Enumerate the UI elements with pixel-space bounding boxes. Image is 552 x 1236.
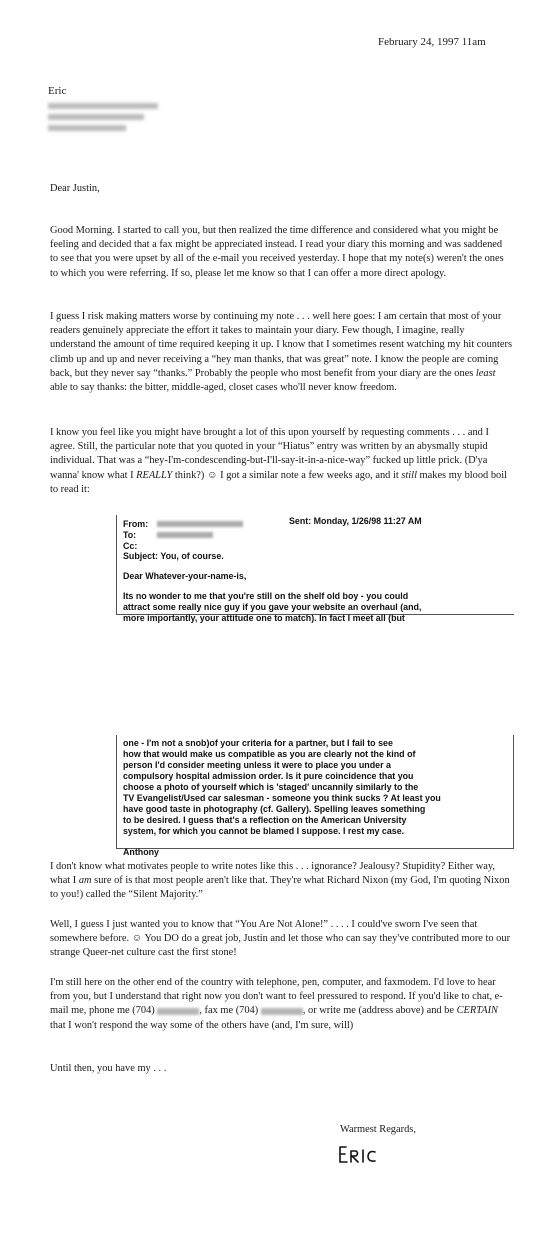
- redacted-from-address: [157, 521, 243, 527]
- paragraph-2-text: [50, 310, 512, 395]
- email-cc-label: Cc:: [123, 540, 138, 551]
- email-signoff: Anthony: [123, 847, 159, 857]
- p2-part-c: able to say thanks: the bitter, middle-aged, closet cases who'll never know freedom.: [50, 382, 397, 394]
- letter-date: February 24, 1997 11am: [378, 36, 486, 48]
- sender-address-block: [48, 84, 208, 134]
- paragraph-1-text: Good Morning. I started to call you, but then realized the time difference and considered what you might be feeling and decided that a fax might be appreciated instead. I read your diary this morning and was saddened to see that you were upset by all of the e-mail you received yesterday. I hope that my note(s) weren't the ones to which you were referring. If so, please let me know so that I can offer a more direct apology.: [50, 225, 504, 279]
- p6-emphasis-certain: CERTAIN: [456, 1005, 498, 1017]
- email-greeting: Dear Whatever-your-name-is,: [123, 571, 247, 581]
- p3-part-a: I know you feel like you might have brought a lot of this upon yourself by requesting comments . . . and I agree. Still, the particular note that you quoted in your “Hiatus” entry was written by an abysmally stupid individual. That was a “hey-I'm-condescending-but-I'll-say-it-in-a-nice-way” fucked up little prick. (D'ya wanna' know what I: [50, 427, 489, 481]
- email-body-line: more importantly, your attitude one to match). In fact I meet all (but: [123, 613, 405, 623]
- paragraph-4-text: [50, 860, 512, 903]
- paragraph-4: [50, 860, 512, 903]
- email-body-line: Its no wonder to me that you're still on the shelf old boy - you could: [123, 591, 409, 601]
- paragraph-3: [50, 426, 512, 497]
- email-body-line: person I'd consider meeting unless it were to place you under a: [123, 760, 391, 770]
- quoted-email-part-1: [116, 515, 514, 623]
- p3-emphasis-still: still: [401, 469, 417, 481]
- p4-part-a: I don't know what motivates people to write notes like this . . . ignorance? Jealousy? Stupidity? Either way, what I: [50, 861, 496, 887]
- email-body-line: have good taste in photography (cf. Gallery). Spelling leaves something: [123, 804, 426, 814]
- p3-part-c: think?) ☺ I got a similar note a few weeks ago, and it: [172, 469, 402, 481]
- handwritten-signature: [338, 1142, 386, 1166]
- paragraph-2: [50, 310, 512, 395]
- email-body-line: choose a photo of yourself which is 'staged' uncannily similarly to the: [123, 782, 419, 792]
- p3-emphasis-really: REALLY: [136, 469, 173, 481]
- email-to-label: To:: [123, 529, 137, 540]
- sender-name: Eric: [48, 85, 67, 97]
- redacted-city: [48, 114, 144, 120]
- email-body-line: compulsory hospital admission order. Is it pure coincidence that you: [123, 771, 414, 781]
- email-subject: Subject: You, of course.: [123, 551, 224, 561]
- email-body-line: to be desired. I guess that's a reflection on the American University: [123, 815, 407, 825]
- paragraph-5: [50, 918, 512, 961]
- redacted-street: [48, 103, 158, 109]
- email-cc-row: [123, 540, 514, 551]
- p4-part-c: sure of is that most people aren't like that. They're what Richard Nixon (my God, I'm quoting Nixon to you!) called the “Silent Majority.”: [50, 875, 510, 901]
- email-body-line: one - I'm not a snob)of your criteria for a partner, but I fail to see: [123, 738, 393, 748]
- email-body-line: TV Evangelist/Used car salesman - someone you think sucks ? At least you: [123, 793, 441, 803]
- closing: Warmest Regards,: [340, 1124, 416, 1135]
- paragraph-6: [50, 976, 512, 1033]
- p6-part-e: that I won't respond the way some of the others have (and, I'm sure, will): [50, 1019, 354, 1031]
- p2-part-a: I guess I risk making matters worse by continuing my note . . . well here goes: I am certain that most of your readers genuinely appreciate the effort it takes to maintain your diary. Few though, I imagine, really understand the amount of time required keeping it up. I know that I sometimes resent watching my hit counters climb up and up and never receiving a “hey man thanks, that was great” note. I know the people are coming back, but they never say “thanks.” Probably the people who most benefit from your diary are the ones: [50, 311, 512, 379]
- p2-emphasis-least: least: [475, 367, 496, 379]
- redacted-fax-number: [261, 1008, 303, 1015]
- redacted-email: [48, 125, 126, 131]
- email-sent-date: Sent: Monday, 1/26/98 11:27 AM: [289, 516, 422, 526]
- email-body-line: how that would make us compatible as you are clearly not the kind of: [123, 749, 416, 759]
- p4-emphasis-am: am: [78, 875, 92, 887]
- redacted-to-address: [157, 532, 213, 538]
- email-body-line: system, for which you cannot be blamed I suppose. I rest my case.: [123, 826, 405, 836]
- paragraph-7: Until then, you have my . . .: [50, 1063, 167, 1074]
- email-from-label: From:: [123, 518, 149, 529]
- p3-part-e: makes my blood boil to read it:: [50, 469, 507, 495]
- paragraph-3-text: [50, 426, 512, 497]
- p6-part-b: , fax me (704): [199, 1005, 261, 1017]
- redacted-phone-number: [157, 1008, 199, 1015]
- p6-part-a: I'm still here on the other end of the country with telephone, pen, computer, and faxmodem. I'd love to hear from you, but I understand that right now you don't want to feel pressured to respond. If you'd like to chat, e-mail me, phone me (704): [50, 977, 503, 1017]
- email-to-row: [123, 529, 514, 540]
- salutation: Dear Justin,: [50, 183, 100, 194]
- email-body-line: attract some really nice guy if you gave your website an overhaul (and,: [123, 602, 422, 612]
- paragraph-5-text: Well, I guess I just wanted you to know that “You Are Not Alone!” . . . . I could've sworn I've seen that somewhere before. ☺ You DO do a great job, Justin and let those who can say they've contributed more to our strange Queer-net culture cast the first stone!: [50, 919, 511, 959]
- quoted-email-part-2: [116, 735, 514, 857]
- p6-part-c: , or write me (address above) and be: [302, 1005, 457, 1017]
- paragraph-1: [50, 224, 512, 281]
- paragraph-6-text: [50, 976, 512, 1033]
